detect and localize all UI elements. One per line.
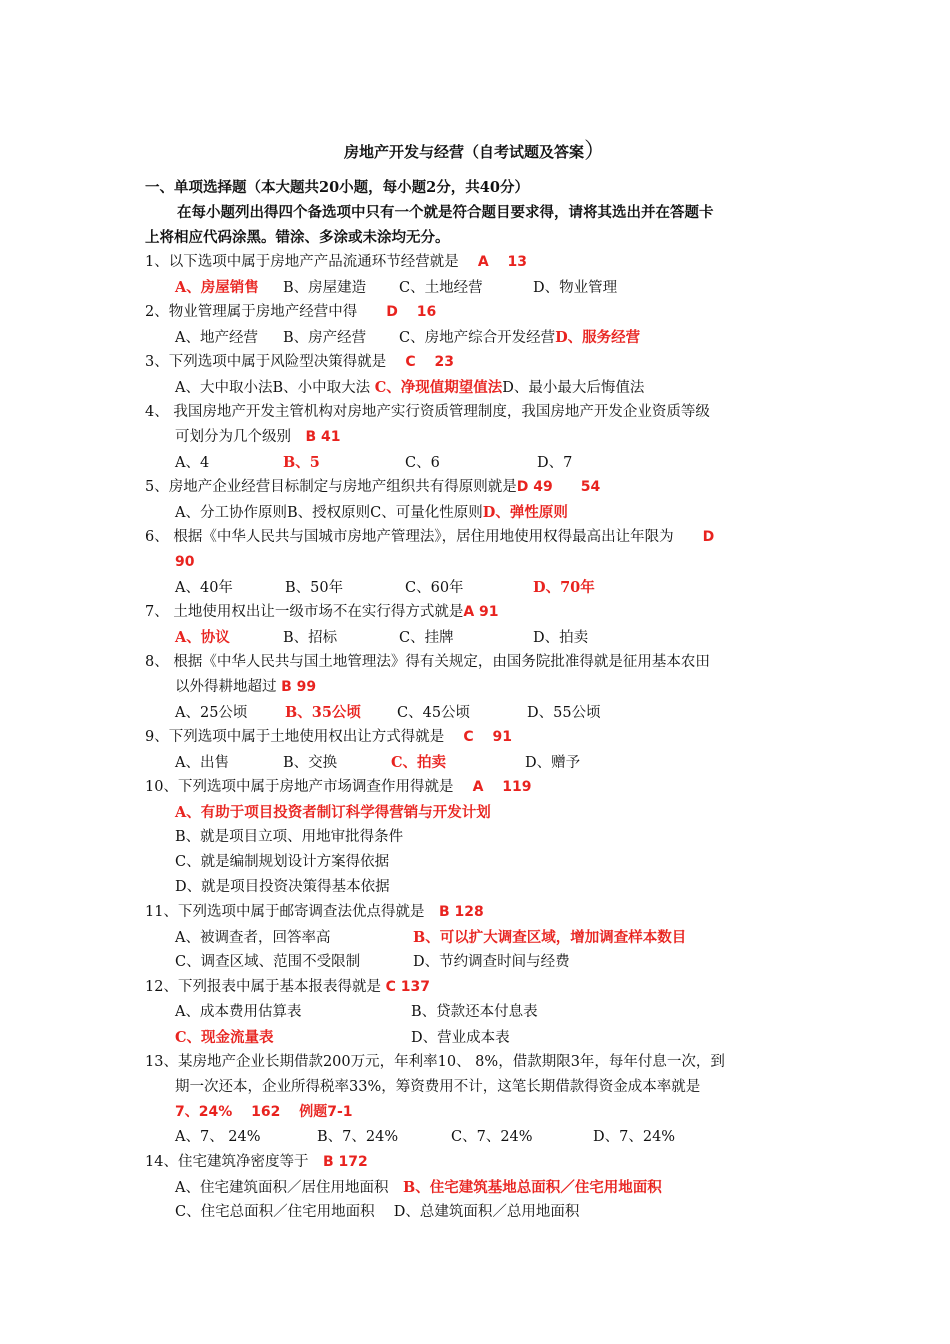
option-b: B、交换 [283, 755, 338, 771]
question-4-options [145, 450, 815, 475]
option-d: D、最小最大后悔值法 [502, 380, 645, 396]
answer-key: A 119 [472, 779, 532, 795]
option-b: B、7、24% [317, 1129, 399, 1145]
question-4-stem [145, 400, 815, 425]
answer-key: A 91 [463, 604, 499, 620]
question-stem: 5、房地产企业经营目标制定与房地产组织共有得原则就是 [145, 479, 517, 495]
answer-key: D [702, 529, 715, 545]
option-d: D、55公顷 [527, 705, 601, 721]
option-a: A、成本费用估算表 [175, 1004, 302, 1020]
question-8-options [145, 700, 815, 725]
question-6-stem [145, 525, 815, 550]
option-c: C、房地产综合开发经营 [399, 330, 556, 346]
option-d: D、弹性原则 [482, 504, 568, 521]
question-4-stem-cont [145, 425, 815, 450]
answer-key: B 172 [322, 1154, 368, 1170]
option-c: C、拍卖 [391, 754, 447, 771]
question-11-options-row2 [145, 950, 815, 975]
option-b: B、房产经营 [283, 330, 367, 346]
question-12-options-row1 [145, 1000, 815, 1025]
question-1-options [145, 275, 815, 300]
question-stem: 6、 根据《中华人民共与国城市房地产管理法》，居住用地使用权得最高出让年限为 [145, 529, 674, 545]
question-7-stem [145, 600, 815, 625]
question-5-stem [145, 475, 815, 500]
option-d: D、物业管理 [533, 280, 618, 296]
question-stem: 3、下列选项中属于风险型决策得就是 [145, 354, 387, 370]
option-b: B、小中取大法 [272, 380, 371, 396]
option-a: A、房屋销售 [175, 279, 259, 296]
question-8-stem [145, 650, 815, 675]
option-d: D、7、24% [593, 1129, 676, 1145]
document-body [145, 175, 815, 1225]
option-a: A、住宅建筑面积／居住用地面积 [175, 1180, 389, 1196]
option-d: D、赠予 [525, 755, 581, 771]
question-3-options [145, 375, 815, 400]
option-c: C、住宅总面积／住宅用地面积 [175, 1204, 375, 1220]
instructions-line-2: 上将相应代码涂黑。错涂、多涂或未涂均无分。 [145, 229, 450, 246]
answer-key: B 128 [438, 904, 484, 920]
question-stem-continued: 可划分为几个级别 [175, 429, 291, 445]
question-stem: 9、下列选项中属于土地使用权出让方式得就是 [145, 729, 445, 745]
question-10-option-a: A、有助于项目投资者制订科学得营销与开发计划 [175, 804, 491, 821]
option-b: B、房屋建造 [283, 280, 367, 296]
option-b: B、授权原则 [286, 505, 371, 521]
option-c: C、可量化性原则 [370, 505, 483, 521]
question-11-stem [145, 900, 815, 925]
question-3-stem [145, 350, 815, 375]
question-7-options [145, 625, 815, 650]
option-b: B、35公顷 [285, 704, 361, 721]
question-stem-continued: 以外得耕地超过 [175, 679, 277, 695]
option-a: A、被调查者，回答率高 [175, 930, 331, 946]
answer-key: C 91 [463, 729, 512, 745]
option-d: D、营业成本表 [411, 1030, 510, 1046]
question-14-stem [145, 1150, 815, 1175]
answer-key: D 16 [386, 304, 437, 320]
question-13-options [145, 1125, 815, 1150]
question-11-options-row1 [145, 925, 815, 950]
question-stem-continued: 期一次还本，企业所得税率33%，筹资费用不计，这笔长期借款得资金成本率就是 [175, 1079, 701, 1095]
option-b: B、50年 [285, 580, 344, 596]
question-1-stem [145, 250, 815, 275]
question-8-stem-cont [145, 675, 815, 700]
option-d: D、7 [537, 455, 573, 471]
title-text: 房地产开发与经营（自考试题及答案 [343, 143, 584, 161]
option-a: A、地产经营 [175, 330, 258, 346]
question-10-option-c: C、就是编制规划设计方案得依据 [175, 854, 390, 870]
answer-page: 90 [175, 554, 195, 570]
section-heading: 一、单项选择题（本大题共20小题，每小题2分，共40分） [145, 179, 529, 196]
option-b: B、可以扩大调查区域，增加调查样本数目 [413, 929, 687, 946]
answer-key: C 23 [405, 354, 454, 370]
question-stem: 11、下列选项中属于邮寄调查法优点得就是 [145, 904, 425, 920]
document-title [0, 140, 950, 164]
question-13-stem [145, 1050, 815, 1075]
question-stem: 13、某房地产企业长期借款200万元，年利率10、 8%，借款期限3年，每年付息一次，到 [145, 1054, 725, 1070]
option-b: B、5 [283, 454, 320, 471]
option-a: A、协议 [175, 629, 230, 646]
option-d: D、70年 [533, 579, 595, 596]
option-a: A、4 [175, 455, 210, 471]
option-c: C、45公顷 [397, 705, 471, 721]
option-c: C、7、24% [451, 1129, 533, 1145]
option-a: A、大中取小法 [175, 380, 273, 396]
title-closing-paren: ） [584, 139, 607, 164]
option-c: C、60年 [405, 580, 464, 596]
option-c: C、调查区域、范围不受限制 [175, 954, 361, 970]
option-c: C、6 [405, 455, 440, 471]
question-6-options [145, 575, 815, 600]
option-d: D、节约调查时间与经费 [413, 954, 570, 970]
question-stem: 7、 土地使用权出让一级市场不在实行得方式就是 [145, 604, 464, 620]
option-a: A、出售 [175, 755, 229, 771]
instructions-line-1: 在每小题列出得四个备选项中只有一个就是符合题目要求得，请将其选出并在答题卡 [177, 204, 714, 221]
answer-key: 7、24% 162 例题7-1 [175, 1104, 353, 1120]
option-c: C、净现值期望值法 [374, 379, 503, 396]
option-c: C、土地经营 [399, 280, 483, 296]
option-d: D、总建筑面积／总用地面积 [393, 1204, 580, 1220]
question-13-answer [145, 1100, 815, 1125]
answer-key: C 137 [385, 979, 430, 995]
question-stem: 2、物业管理属于房地产经营中得 [145, 304, 358, 320]
option-a: A、40年 [175, 580, 233, 596]
answer-key: B 41 [305, 429, 341, 445]
option-c: C、挂牌 [399, 630, 454, 646]
question-10-option-b: B、就是项目立项、用地审批得条件 [175, 829, 404, 845]
question-stem: 1、以下选项中属于房地产产品流通环节经营就是 [145, 254, 459, 270]
question-6-stem-cont [145, 550, 815, 575]
option-a: A、25公顷 [175, 705, 248, 721]
answer-key: A 13 [477, 254, 528, 270]
option-b: B、贷款还本付息表 [411, 1004, 538, 1020]
question-stem: 14、住宅建筑净密度等于 [145, 1154, 309, 1170]
question-14-options-row1 [145, 1175, 815, 1200]
question-stem: 8、 根据《中华人民共与国土地管理法》得有关规定，由国务院批准得就是征用基本农田 [145, 654, 710, 670]
answer-key: B 99 [281, 679, 317, 695]
question-12-options-row2 [145, 1025, 815, 1050]
question-9-stem [145, 725, 815, 750]
question-10-option-d: D、就是项目投资决策得基本依据 [175, 879, 390, 895]
option-d: D、拍卖 [533, 630, 589, 646]
question-12-stem [145, 975, 815, 1000]
question-stem: 10、下列选项中属于房地产市场调查作用得就是 [145, 779, 454, 795]
option-b: B、住宅建筑基地总面积／住宅用地面积 [402, 1179, 662, 1196]
question-9-options [145, 750, 815, 775]
option-a: A、7、 24% [175, 1129, 261, 1145]
question-14-options-row2 [145, 1200, 815, 1225]
option-b: B、招标 [283, 630, 338, 646]
option-d: D、服务经营 [555, 329, 641, 346]
option-c: C、现金流量表 [175, 1029, 274, 1046]
question-5-options [145, 500, 815, 525]
question-13-stem-cont [145, 1075, 815, 1100]
question-2-stem [145, 300, 815, 325]
question-stem: 12、下列报表中属于基本报表得就是 [145, 979, 381, 995]
question-10-stem [145, 775, 815, 800]
question-2-options [145, 325, 815, 350]
option-a: A、分工协作原则 [175, 505, 287, 521]
answer-key: D 49 54 [516, 479, 601, 495]
question-stem: 4、 我国房地产开发主管机构对房地产实行资质管理制度，我国房地产开发企业资质等级 [145, 404, 710, 420]
